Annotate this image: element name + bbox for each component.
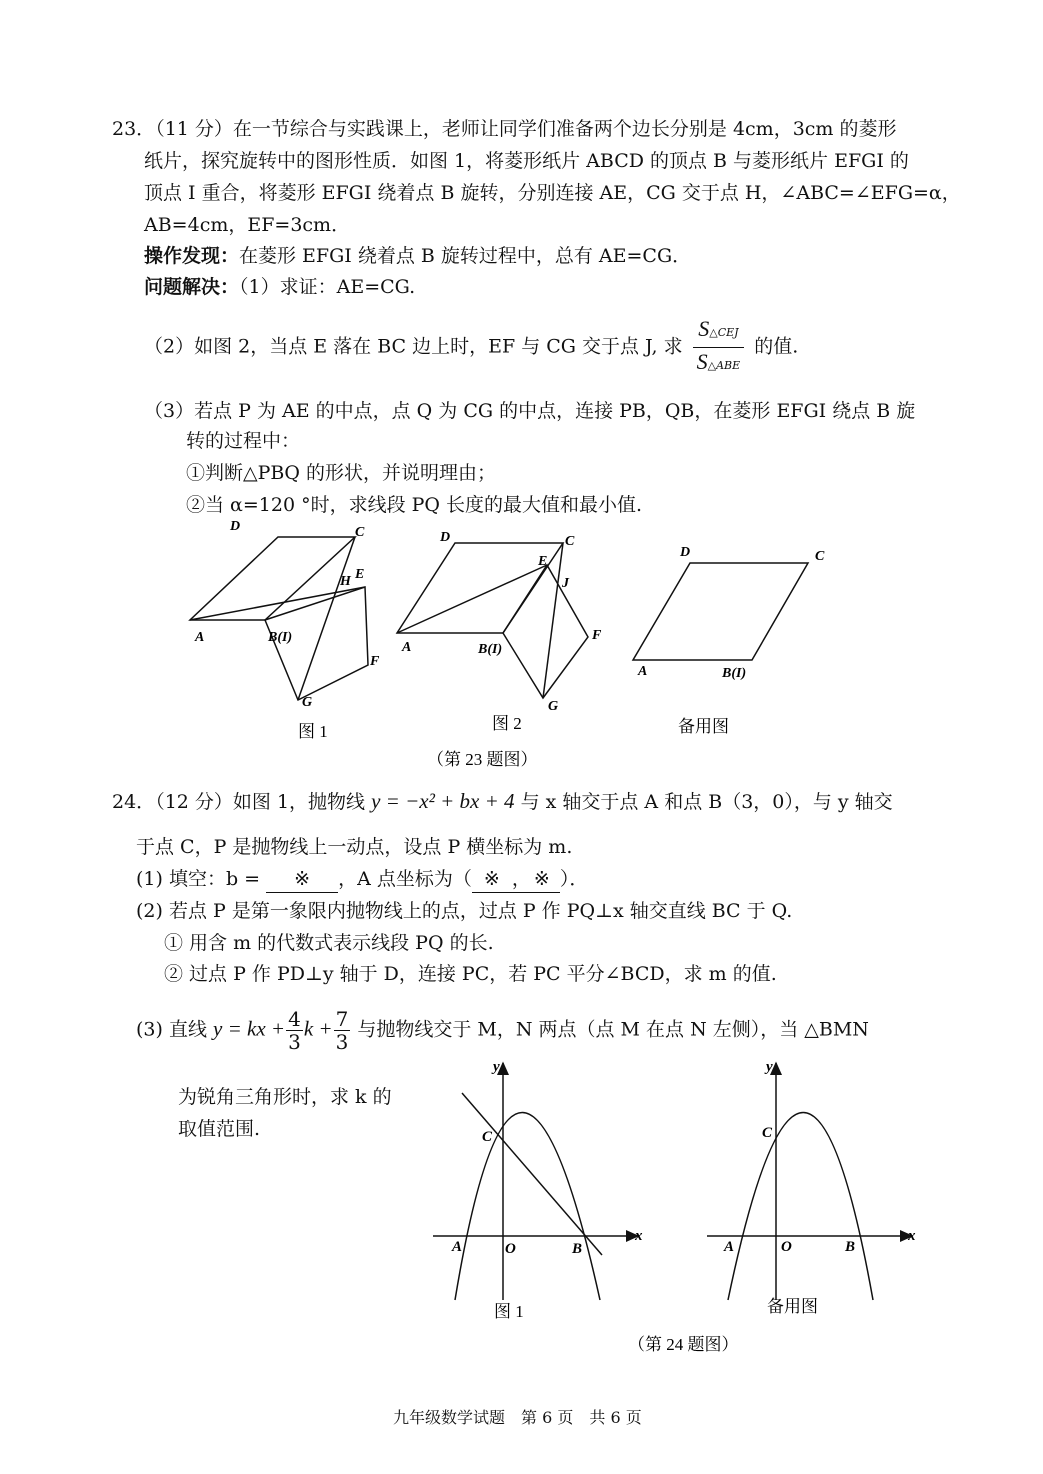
q24-equation-2a: y = kx + bbox=[213, 1016, 286, 1041]
q24-part-1-prefix: (1) 填空：b = bbox=[136, 868, 261, 890]
label-c-spare: C bbox=[762, 1125, 773, 1141]
q23-part-2 bbox=[144, 316, 798, 379]
q23-part-2-prefix: （2）如图 2，当点 E 落在 BC 边上时，EF 与 CG 交于点 J, 求 bbox=[144, 335, 683, 358]
q23-figure-2 bbox=[397, 543, 588, 698]
q23-fig1-caption: 图 1 bbox=[298, 722, 328, 741]
q24-part-2-item-1: ① 用含 m 的代数式表示线段 PQ 的长. bbox=[164, 932, 494, 954]
answer-blank-b[interactable]: ※ bbox=[266, 866, 338, 893]
rhombus-abcd-spare bbox=[633, 563, 808, 660]
label-o-fig1: O bbox=[505, 1241, 516, 1257]
q24-part-2-item-2: ② 过点 P 作 PD⊥y 轴于 D，连接 PC，若 PC 平分∠BCD，求 m 的值. bbox=[164, 963, 777, 985]
q23-figure-title: （第 23 题图） bbox=[427, 750, 538, 769]
label-f-fig1: F bbox=[370, 654, 380, 669]
label-bi-spare: B(I) bbox=[722, 666, 747, 681]
label-o-spare: O bbox=[781, 1239, 792, 1255]
q24-part-1-suffix: ）． bbox=[559, 868, 589, 890]
fraction-4-3 bbox=[286, 1008, 303, 1053]
q23-intro-2: 纸片，探究旋转中的图形性质．如图 1，将菱形纸片 ABCD 的顶点 B 与菱形纸片 EFGI 的 bbox=[144, 150, 909, 172]
answer-blank-ay[interactable]: ※ bbox=[524, 866, 560, 893]
label-b-spare: B bbox=[845, 1239, 856, 1255]
q24-figures bbox=[0, 1055, 1043, 1360]
q24-part-1 bbox=[136, 866, 588, 893]
fraction-7-3 bbox=[334, 1008, 351, 1053]
area-ratio-fraction bbox=[693, 316, 745, 379]
q23-part-3-item-2: ②当 α=120 °时，求线段 PQ 长度的最大值和最小值. bbox=[186, 494, 643, 516]
label-x-fig1: x bbox=[635, 1228, 643, 1244]
label-a-fig2: A bbox=[402, 640, 412, 655]
label-b-fig1: B bbox=[572, 1241, 583, 1257]
parabola-fig1 bbox=[455, 1113, 600, 1301]
label-x-spare: x bbox=[908, 1228, 916, 1244]
q23-figure-1 bbox=[190, 537, 368, 700]
label-d-spare: D bbox=[680, 545, 691, 560]
q24-figure-1 bbox=[433, 1063, 638, 1300]
fraction-4-3-den: 3 bbox=[288, 1030, 301, 1054]
label-bi-fig2: B(I) bbox=[478, 642, 503, 657]
label-d-fig1: D bbox=[230, 519, 241, 534]
label-a-fig1: A bbox=[452, 1239, 463, 1255]
page-footer: 九年级数学试题 第 6 页 共 6 页 bbox=[393, 1408, 642, 1427]
q23-score: （11 分） bbox=[155, 118, 233, 140]
q23-solve bbox=[144, 274, 415, 300]
label-h-fig1: H bbox=[340, 574, 351, 589]
label-g-fig1: G bbox=[302, 695, 313, 710]
fraction-denominator-sub: △ABE bbox=[707, 359, 741, 372]
fraction-numerator-sub: △CEJ bbox=[709, 326, 739, 339]
q23-solve-label: 问题解决： bbox=[144, 276, 240, 298]
q24-part-3 bbox=[136, 1008, 869, 1053]
q24-intro-b: 与 x 轴交于点 A 和点 B（3，0），与 y 轴交 bbox=[520, 791, 893, 813]
q23-figures bbox=[0, 515, 1043, 785]
q23-intro-3: 顶点 I 重合，将菱形 EFGI 绕着点 B 旋转，分别连接 AE，CG 交于点 H，∠ABC=∠EFG=α， bbox=[144, 182, 961, 204]
answer-blank-comma: ， bbox=[512, 866, 524, 893]
q24-figure-title: （第 24 题图） bbox=[628, 1335, 739, 1354]
q24-equation-1: y = −x² + bx + 4 bbox=[371, 789, 515, 813]
q24-part-2: (2) 若点 P 是第一象限内抛物线上的点，过点 P 作 PQ⊥x 轴交直线 BC 于 Q. bbox=[136, 900, 793, 922]
q24-part-3-line-3: 取值范围. bbox=[178, 1118, 261, 1140]
segment-ae-fig1 bbox=[190, 587, 365, 620]
q23-number: 23． bbox=[112, 118, 156, 140]
fraction-7-3-num: 7 bbox=[335, 1007, 349, 1031]
q23-intro-4: AB=4cm，EF=3cm． bbox=[144, 214, 351, 236]
q24-line-1 bbox=[112, 788, 893, 815]
q23-part-3-item-1: ①判断△PBQ 的形状，并说明理由； bbox=[186, 462, 496, 484]
q23-part-2-suffix: 的值. bbox=[754, 335, 799, 358]
q24-part-3-prefix: (3) 直线 bbox=[136, 1018, 207, 1041]
label-bi-fig1: B(I) bbox=[268, 630, 293, 645]
q23-part-3-line-2: 转的过程中： bbox=[186, 430, 301, 452]
fraction-numerator: S bbox=[698, 316, 710, 341]
q24-part-1-mid: ，A 点坐标为（ bbox=[338, 868, 472, 890]
parabola-spare bbox=[728, 1113, 873, 1301]
q24-part-3-line-2: 为锐角三角形时，求 k 的 bbox=[178, 1086, 392, 1108]
fraction-4-3-num: 4 bbox=[288, 1007, 301, 1031]
label-c-fig1: C bbox=[482, 1129, 493, 1145]
label-c-fig2: C bbox=[565, 534, 575, 549]
label-g-fig2: G bbox=[548, 699, 559, 714]
q23-discover-text: 在菱形 EFGI 绕着点 B 旋转过程中，总有 AE=CG． bbox=[239, 245, 692, 267]
q23-spare-caption: 备用图 bbox=[678, 717, 729, 736]
q24-spare-caption: 备用图 bbox=[767, 1297, 818, 1316]
label-j-fig2: J bbox=[562, 576, 569, 591]
fraction-denominator: S bbox=[696, 349, 708, 374]
q23-discover bbox=[144, 243, 691, 269]
q24-spare-figure bbox=[707, 1063, 912, 1300]
q24-equation-2b: k + bbox=[303, 1016, 333, 1041]
label-y-fig1: y bbox=[493, 1059, 500, 1075]
q23-spare-figure bbox=[633, 563, 808, 660]
q23-fig2-caption: 图 2 bbox=[492, 714, 522, 733]
label-a-fig1: A bbox=[195, 630, 205, 645]
label-c-fig1: C bbox=[355, 525, 365, 540]
q23-line-1 bbox=[112, 116, 896, 142]
label-f-fig2: F bbox=[592, 628, 602, 643]
label-y-spare: y bbox=[766, 1059, 773, 1075]
q24-number: 24． bbox=[112, 791, 156, 813]
q23-solve-text: （1）求证：AE=CG. bbox=[239, 276, 416, 298]
q23-discover-label: 操作发现： bbox=[144, 245, 240, 267]
answer-blank-ax[interactable]: ※ bbox=[472, 866, 512, 893]
q24-intro-2: 于点 C，P 是抛物线上一动点，设点 P 横坐标为 m. bbox=[136, 836, 573, 858]
label-d-fig2: D bbox=[440, 530, 451, 545]
q23-intro-1: 在一节综合与实践课上，老师让同学们准备两个边长分别是 4cm，3cm 的菱形 bbox=[232, 118, 897, 140]
label-a-spare: A bbox=[724, 1239, 735, 1255]
label-e-fig2: E bbox=[538, 554, 548, 569]
label-c-spare: C bbox=[815, 549, 825, 564]
q23-part-3-line-1: （3）若点 P 为 AE 的中点，点 Q 为 CG 的中点，连接 PB，QB，在菱形 EFGI 绕点 B 旋 bbox=[144, 400, 916, 422]
q24-part-3-suffix: 与抛物线交于 M，N 两点（点 M 在点 N 左侧），当 △BMN bbox=[357, 1018, 869, 1041]
fraction-7-3-den: 3 bbox=[335, 1030, 349, 1054]
label-a-spare: A bbox=[638, 664, 648, 679]
q24-intro-a: 如图 1，抛物线 bbox=[232, 791, 366, 813]
q24-fig1-caption: 图 1 bbox=[494, 1302, 524, 1321]
q24-score: （12 分） bbox=[155, 791, 233, 813]
label-e-fig1: E bbox=[355, 567, 365, 582]
